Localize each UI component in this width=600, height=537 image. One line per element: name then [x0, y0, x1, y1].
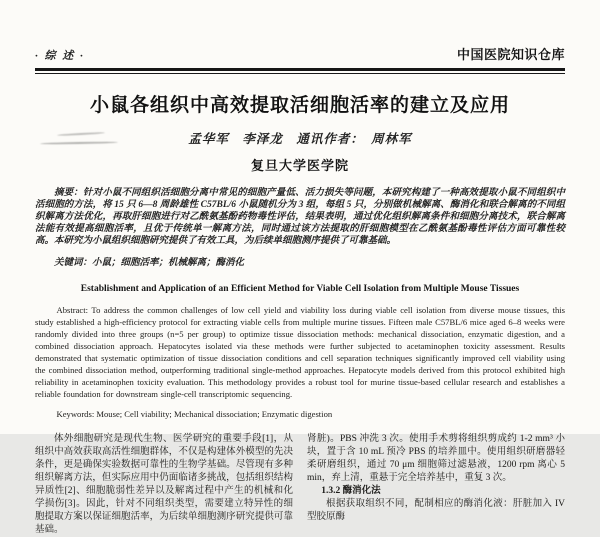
abstract-cn-label: 摘要： [54, 188, 83, 198]
abstract-en-text: To address the common challenges of low cell yield and viability loss during viable cell isolation from diverse mouse tissues, this study established a high-efficiency protocol for extracting viable cells from multiple murine tissues. Fifteen male C57BL/6 mice aged 6–8 weeks were randomly divided into three groups (n=5 per group) to optimize tissue dissociation methods: mechanical dissociation, enzymatic digestion, and a combined dissociation approach. Hepatocytes isolated via these methods were further subjected to acetaminophen toxicity assessment. Results demonstrated that systematic optimization of tissue dissociation conditions and cell separation techniques significantly improved cell viability using the combined dissociation method, outperforming traditional single-method approaches. Hepatocyte models derived from this protocol exhibited high reliability in acetaminophen toxicity evaluation. This methodology provides a robust tool for murine tissue-based cellular research and establishes a reliable foundation for downstream single-cell transcriptomic sequencing. [35, 304, 565, 399]
section-heading-enzymatic-digestion: 1.3.2 酶消化法 [321, 486, 381, 497]
abstract-cn [35, 187, 565, 247]
keywords-cn [35, 257, 565, 269]
keywords-cn-label: 关键词： [54, 257, 93, 268]
abstract-en [35, 304, 565, 400]
keywords-en: Keywords: Mouse; Cell viability; Mechanical dissociation; Enzymatic digestion [56, 409, 333, 420]
body-left-column [35, 433, 293, 537]
body-two-columns [35, 433, 565, 537]
header-double-rule [35, 68, 565, 74]
column-type-label: · 综 述 · [35, 50, 85, 62]
affiliation: 复旦大学医学院 [250, 158, 349, 173]
paper-title-en: Establishment and Application of an Efficient Method for Viable Cell Isolation from Multiple Mouse Tissues [80, 283, 520, 294]
authors-line: 孟华军 李泽龙 通讯作者： 周林军 [188, 132, 412, 146]
methods-paragraph: 肾脏)。PBS 冲洗 3 次。使用手术剪将组织剪成约 1-2 mm³ 小块，置于含 10 mL 预冷 PBS 的培养皿中。使用组织研磨器轻柔研磨组织，通过 70 μm 细胞筛过滤悬液，1200 rpm 离心 5 min，弃上清，重悬于完全培养基中，重复 3 次。 [307, 434, 565, 484]
methods-paragraph-2: 根据获取组织不同，配制相应的酶消化液：肝脏加入 IV 型胶原酶 [307, 499, 565, 523]
body-right-column [307, 433, 565, 537]
abstract-cn-text: 针对小鼠不同组织活细胞分离中常见的细胞产量低、活力损失等问题，本研究构建了一种高效提取小鼠不同组织中活细胞的方法，将 15 只 6—8 周龄雄性 C57BL/6 小鼠随机分为 3 组，每组 5 只，分别做机械解离、酶消化和联合解离的不同组织解离方法优化，再取肝细胞进行对乙酰氨基酚药物毒性评估，结果表明，通过优化组织解离条件和细胞分离技术，联合解离法能有效提高细胞活率，且优于传统单一解离方法，同时通过该方法提取的肝细胞模型在乙酰氨基酚毒性评估方面可靠性较高。本研究为小鼠组织细胞研究提供了有效工具，为后续单细胞测序提供了可靠基础。 [35, 188, 565, 246]
knowledge-base-label: 中国医院知识仓库 [456, 47, 565, 62]
intro-paragraph: 体外细胞研究是现代生物、医学研究的重要手段[1]，从组织中高效获取高活性细胞群体，不仅是构建体外模型的先决条件，更是确保实验数据可靠性的生物学基础。尽管现有多种组织解离方法，但实际应用中仍面临诸多挑战，包括组织结构异质性[2]、细胞脆弱性差异以及解离过程中产生的机械和化学损伤[3]。因此，针对不同组织类型，需要建立特异性的细胞提取方案以保证细胞活率，为后续单细胞测序研究提供可靠基础。 [35, 434, 293, 536]
page-header [35, 44, 565, 63]
keywords-cn-text: 小鼠；细胞活率；机械解离；酶消化 [92, 257, 245, 268]
abstract-en-label: Abstract: [56, 304, 89, 315]
paper-title-cn: 小鼠各组织中高效提取活细胞活率的建立及应用 [89, 95, 510, 116]
